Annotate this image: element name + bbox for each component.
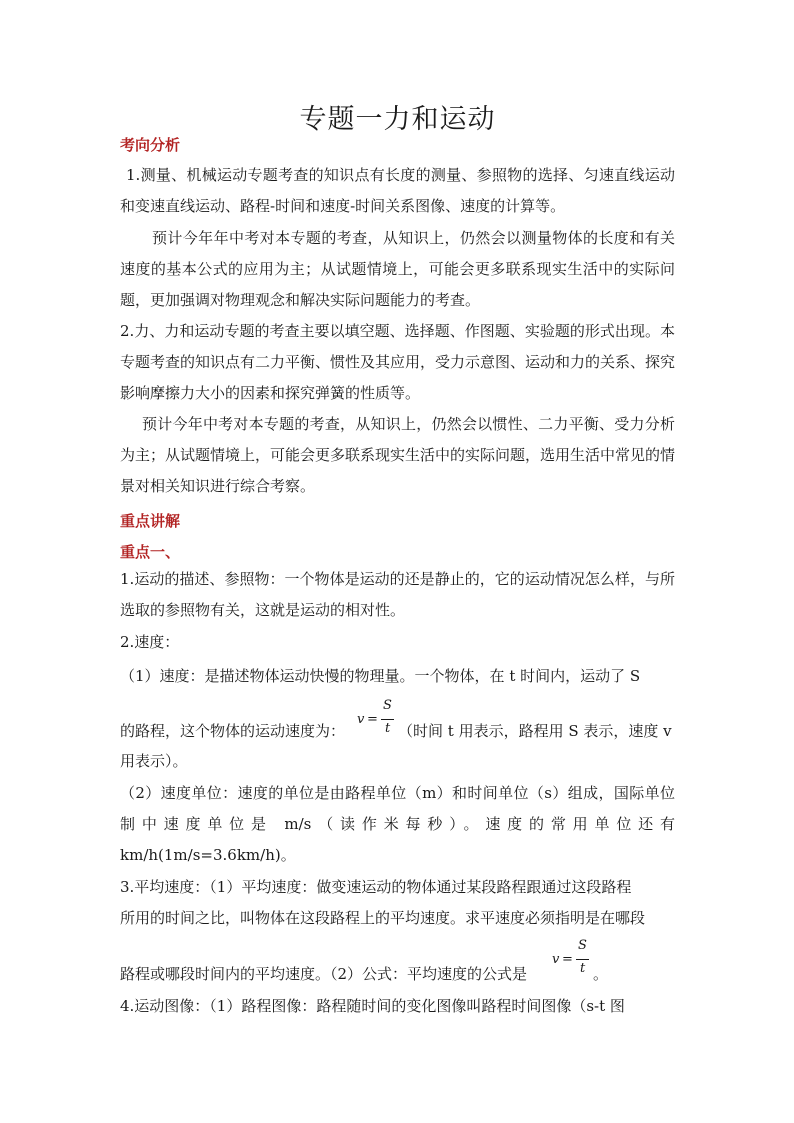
analysis-heading: 考向分析 bbox=[120, 136, 181, 154]
formula-equals: = bbox=[562, 952, 573, 967]
fraction-bar bbox=[576, 959, 589, 960]
formula-numerator: S bbox=[383, 698, 392, 713]
motion-graph-line: 4.运动图像：（1）路程图像：路程随时间的变化图像叫路程时间图像（s-t 图 bbox=[120, 997, 625, 1015]
average-speed-line-2: 所用的时间之比，叫物体在这段路程上的平均速度。求平速度必须指明是在哪段 bbox=[120, 909, 646, 927]
formula-v: v bbox=[357, 712, 365, 727]
analysis-paragraph-2: 预计今年年中考对本专题的考查，从知识上，仍然会以测量物体的长度和有关速度的基本公式的应用为主；从试题情境上，可能会更多联系现实生活中的实际问题，更加强调对物理观念和解决实际问题能力的考查。 bbox=[120, 229, 675, 309]
analysis-paragraph-1: 1.测量、机械运动专题考查的知识点有长度的测量、参照物的选择、匀速直线运动和变速直线运动、路程-时间和速度-时间关系图像、速度的计算等。 bbox=[120, 166, 675, 215]
speed-definition-line-2b: （时间 t 用表示，路程用 S 表示，速度 v bbox=[398, 722, 672, 740]
formula-v: v bbox=[552, 952, 560, 967]
speed-definition-line-1: （1）速度：是描述物体运动快慢的物理量。一个物体，在 t 时间内，运动了 S bbox=[120, 667, 641, 685]
formula-equals: = bbox=[367, 712, 378, 727]
formula-denominator: t bbox=[385, 721, 391, 736]
average-speed-line-1: 3.平均速度：（1）平均速度：做变速运动的物体通过某段路程跟通过这段路程 bbox=[120, 878, 632, 896]
formula-denominator: t bbox=[580, 961, 586, 976]
fraction-bar bbox=[381, 719, 394, 720]
average-speed-line-3a: 路程或哪段时间内的平均速度。（2）公式：平均速度的公式是 bbox=[120, 965, 528, 983]
explain-heading: 重点讲解 bbox=[120, 512, 181, 530]
page-title: 专题一力和运动 bbox=[299, 104, 496, 135]
analysis-paragraph-4: 预计今年中考对本专题的考查，从知识上，仍然会以惯性、二力平衡、受力分析为主；从试题情境上，可能会更多联系现实生活中的实际问题，选用生活中常见的情景对相关知识进行综合考察。 bbox=[120, 415, 676, 495]
key1-paragraph-unit: （2）速度单位：速度的单位是由路程单位（m）和时间单位（s）组成，国际单位制中速度单位是 m/s（读作米每秒）。速度的常用单位还有km/h(1m/s=3.6km/h)。 bbox=[120, 784, 675, 864]
key1-paragraph-1: 1.运动的描述、参照物：一个物体是运动的还是静止的，它的运动情况怎么样，与所选取的参照物有关，这就是运动的相对性。 bbox=[120, 570, 675, 619]
formula-numerator: S bbox=[578, 938, 587, 953]
analysis-paragraph-3: 2.力、力和运动专题的考查主要以填空题、选择题、作图题、实验题的形式出现。本专题考查的知识点有二力平衡、惯性及其应用，受力示意图、运动和力的关系、探究影响摩擦力大小的因素和探究弹簧的性质等。 bbox=[120, 322, 676, 402]
key1-paragraph-2: 2.速度： bbox=[120, 633, 180, 651]
average-speed-line-3b: 。 bbox=[593, 965, 609, 983]
speed-definition-line-2a: 的路程，这个物体的运动速度为： bbox=[120, 722, 346, 740]
speed-definition-line-3: 用表示）。 bbox=[120, 752, 188, 770]
key1-heading: 重点一、 bbox=[120, 543, 181, 561]
